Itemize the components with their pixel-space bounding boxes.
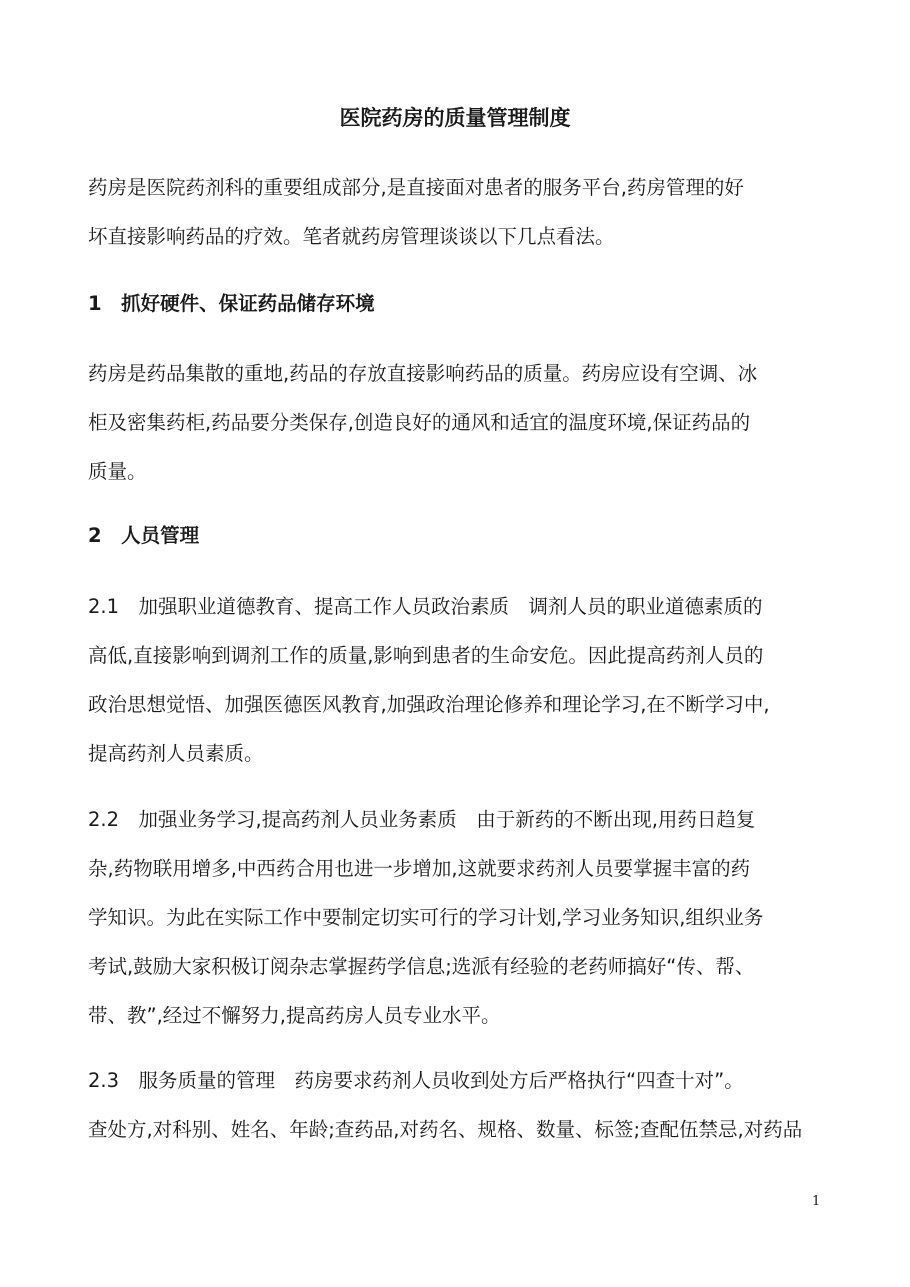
text-line: 质量。 xyxy=(88,460,147,483)
section-1-heading: 1 抓好硬件、保证药品储存环境 xyxy=(88,292,375,315)
section-2-2-paragraph xyxy=(88,802,828,1034)
text-line: 查处方,对科别、姓名、年龄;查药品,对药名、规格、数量、标签;查配伍禁忌,对药品 xyxy=(88,1118,803,1141)
text-line: 带、教”,经过不懈努力,提高药房人员专业水平。 xyxy=(88,1004,501,1027)
document-title: 医院药房的质量管理制度 xyxy=(339,106,571,130)
section-2-heading: 2 人员管理 xyxy=(88,524,200,547)
text-line: 政治思想觉悟、加强医德医风教育,加强政治理论修养和理论学习,在不断学习中, xyxy=(88,693,770,716)
text-line: 学知识。为此在实际工作中要制定切实可行的学习计划,学习业务知识,组织业务 xyxy=(88,906,764,929)
text-line: 坏直接影响药品的疗效。笔者就药房管理谈谈以下几点看法。 xyxy=(88,225,615,248)
text-line: 杂,药物联用增多,中西药合用也进一步增加,这就要求药剂人员要掌握丰富的药 xyxy=(88,857,751,880)
text-line: 高低,直接影响到调剂工作的质量,影响到患者的生命安危。因此提高药剂人员的 xyxy=(88,644,764,667)
intro-paragraph xyxy=(88,170,828,255)
text-line: 提高药剂人员素质。 xyxy=(88,742,264,765)
section-1-paragraph xyxy=(88,356,828,490)
text-line: 2.2 加强业务学习,提高药剂人员业务素质 由于新药的不断出现,用药日趋复 xyxy=(88,808,756,831)
text-line: 药房是药品集散的重地,药品的存放直接影响药品的质量。药房应设有空调、冰 xyxy=(88,362,758,385)
section-2-1-paragraph xyxy=(88,589,828,772)
text-line: 2.3 服务质量的管理 药房要求药剂人员收到处方后严格执行“四查十对”。 xyxy=(88,1069,744,1092)
text-line: 柜及密集药柜,药品要分类保存,创造良好的通风和适宜的温度环境,保证药品的 xyxy=(88,411,751,434)
page-number: 1 xyxy=(812,1194,821,1209)
text-line: 2.1 加强职业道德教育、提高工作人员政治素质 调剂人员的职业道德素质的 xyxy=(88,595,763,618)
text-line: 药房是医院药剂科的重要组成部分,是直接面对患者的服务平台,药房管理的好 xyxy=(88,176,744,199)
section-2-3-paragraph xyxy=(88,1063,828,1148)
text-line: 考试,鼓励大家积极订阅杂志掌握药学信息;选派有经验的老药师搞好“传、帮、 xyxy=(88,955,755,978)
